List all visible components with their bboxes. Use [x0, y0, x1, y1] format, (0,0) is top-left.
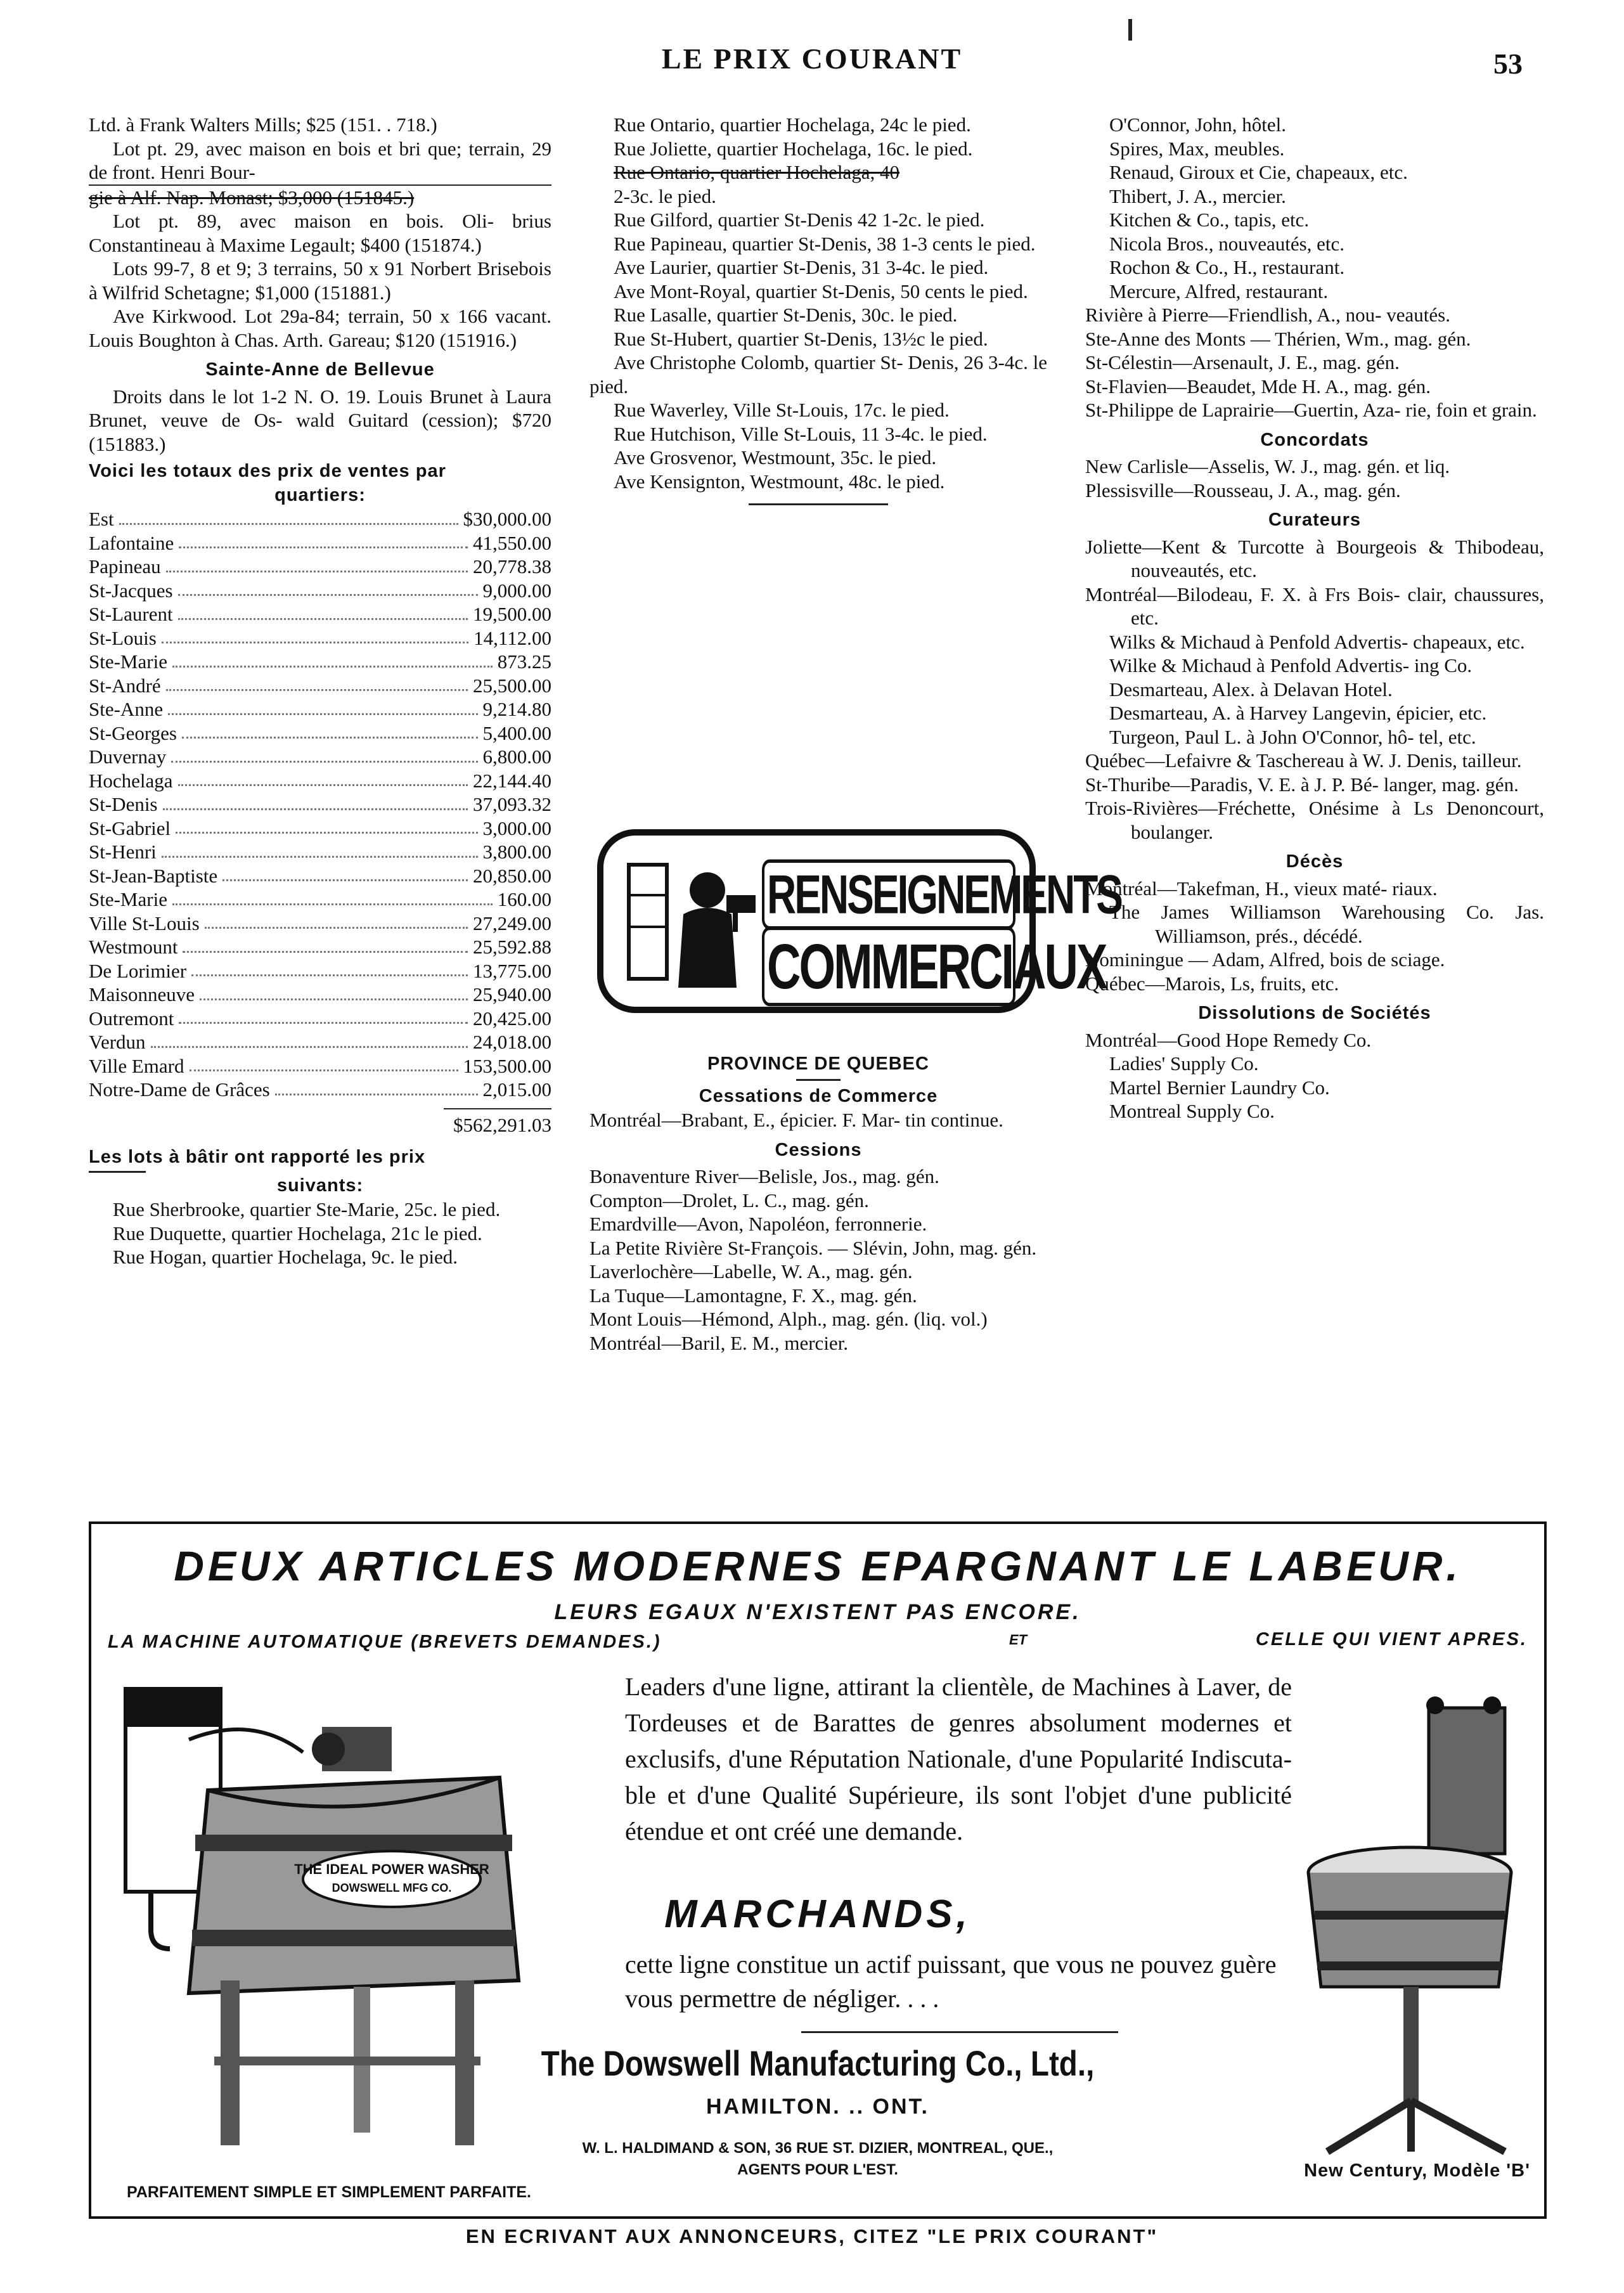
leader-dots [171, 745, 477, 763]
paragraph: Lot pt. 29, avec maison en bois et bri que; terrain, 29 de front. Henri Bour- [89, 137, 551, 183]
renseignements-logo [597, 829, 1121, 1013]
list-item: St-Célestin—Arsenault, J. E., mag. gén. [1085, 351, 1400, 373]
lot-list [590, 113, 1047, 160]
table-row [89, 817, 551, 841]
ad-caption-right: New Century, Modèle 'B' [1304, 2161, 1530, 2181]
leader-dots [168, 697, 477, 715]
table-row [89, 697, 551, 721]
district-name: St-Jean-Baptiste [89, 864, 218, 887]
leader-dots [172, 888, 493, 905]
section-heading: quartiers: [274, 484, 366, 505]
clerk-figure-illustration [625, 857, 764, 990]
district-name: Ste-Marie [89, 650, 167, 673]
leader-dots [179, 531, 468, 549]
list-item: Wilks & Michaud à Penfold Advertis- chapeaux, etc. [1109, 630, 1525, 653]
list-item: Québec—Marois, Ls, fruits, etc. [1085, 972, 1339, 995]
list-item: Laverlochère—Labelle, W. A., mag. gén. [590, 1260, 913, 1282]
leader-dots [166, 555, 468, 572]
page-header-title: LE PRIX COURANT [661, 42, 963, 75]
table-row [89, 1030, 551, 1054]
leader-dots [172, 650, 493, 668]
entry-list [1085, 900, 1544, 948]
leader-dots [200, 983, 468, 1000]
district-name: Ville St-Louis [89, 912, 200, 934]
list-item: Québec—Lefaivre & Taschereau à W. J. Denis, tailleur. [1085, 749, 1522, 772]
section-heading: Curateurs [1268, 510, 1361, 530]
list-item: Ave Laurier, quartier St-Denis, 31 3-4c. le pied. [614, 256, 989, 278]
district-name: St-Henri [89, 841, 157, 863]
print-mark [1128, 19, 1132, 41]
district-name: De Lorimier [89, 959, 187, 982]
table-row [89, 983, 551, 1007]
ad-body-text-2: cette ligne constitue un actif puissant, que vous ne pouvez guère vous permettre de négliger. . . . [625, 1950, 1277, 2013]
logo-word-renseignements: RENSEIGNEMENTS [762, 860, 1015, 930]
list-item: Bonaventure River—Belisle, Jos., mag. gén. [590, 1165, 939, 1187]
list-item: Spires, Max, meubles. [1109, 137, 1285, 160]
ad-headline: DEUX ARTICLES MODERNES EPARGNANT LE LABEUR. [174, 1542, 1462, 1589]
district-amount: 25,592.88 [473, 936, 551, 958]
column-2 [590, 113, 1047, 514]
entry-list [1085, 749, 1544, 844]
leader-dots [178, 602, 468, 620]
section-heading: Décès [1286, 851, 1344, 872]
district-name: Westmount [89, 936, 178, 958]
table-row [89, 792, 551, 817]
district-amount: 153,500.00 [463, 1054, 551, 1077]
entry-list [1085, 630, 1544, 749]
struck-line: Rue Ontario, quartier Hochelaga, 40 [614, 161, 900, 183]
list-item: Ave Christophe Colomb, quartier St- Denis, 26 3-4c. le pied. [590, 351, 1047, 397]
leader-dots [176, 817, 477, 834]
district-amount: 37,093.32 [473, 793, 551, 815]
list-item: Mercure, Alfred, restaurant. [1109, 280, 1329, 302]
paragraph: Lots 99-7, 8 et 9; 3 terrains, 50 x 91 Norbert Brisebois à Wilfrid Schetagne; $1,000 (151881.) [89, 257, 551, 304]
list-item: Nicola Bros., nouveautés, etc. [1109, 232, 1345, 255]
section-heading: Sainte-Anne de Bellevue [205, 359, 435, 380]
list-item: Montréal—Brabant, E., épicier. F. Mar- tin continue. [590, 1109, 1003, 1131]
tub-label-2: DOWSWELL MFG CO. [332, 1882, 452, 1894]
leader-dots [222, 864, 468, 882]
leader-dots [190, 1054, 458, 1072]
page-footer: EN ECRIVANT AUX ANNONCEURS, CITEZ "LE PRIX COURANT" [465, 2225, 1159, 2247]
leader-dots [182, 721, 478, 739]
list-item: Rue Waverley, Ville St-Louis, 17c. le pied. [614, 399, 950, 421]
entry-list [1085, 455, 1544, 502]
paragraph: Droits dans le lot 1-2 N. O. 19. Louis Brunet à Laura Brunet, veuve de Os- wald Guitard (cession); $720 (151883.) [89, 385, 551, 455]
tub-label-1: THE IDEAL POWER WASHER [294, 1861, 489, 1877]
list-item: Compton—Drolet, L. C., mag. gén. [590, 1189, 869, 1211]
entry-list [590, 1165, 1047, 1355]
section-heading: suivants: [276, 1175, 364, 1196]
list-item: Rochon & Co., H., restaurant. [1109, 256, 1345, 278]
table-row [89, 840, 551, 864]
district-amount: 14,112.00 [474, 626, 551, 649]
page-number: 53 [1493, 48, 1523, 80]
ad-agent-line: W. L. HALDIMAND & SON, 36 RUE ST. DIZIER, MONTREAL, QUE., [582, 2140, 1054, 2157]
section-heading: Voici les totaux des prix de ventes par [89, 461, 446, 481]
list-item: Ste-Anne des Monts — Thérien, Wm., mag. gén. [1085, 327, 1471, 350]
list-item: Rue Joliette, quartier Hochelaga, 16c. le pied. [614, 137, 973, 160]
district-amount: 25,940.00 [473, 983, 551, 1005]
leader-dots [179, 1007, 468, 1024]
list-item: Thibert, J. A., mercier. [1109, 184, 1286, 207]
list-item: Renaud, Giroux et Cie, chapeaux, etc. [1109, 161, 1408, 183]
table-row [89, 769, 551, 793]
list-item: Wilke & Michaud à Penfold Advertis- ing Co. [1109, 654, 1473, 676]
district-name: Ville Emard [89, 1054, 184, 1077]
paragraph: Ave Kirkwood. Lot 29a-84; terrain, 50 x 166 vacant. Louis Boughton à Chas. Arth. Gareau; $120 (151916.) [89, 305, 551, 351]
ad-caption-left: PARFAITEMENT SIMPLE ET SIMPLEMENT PARFAITE. [127, 2183, 531, 2201]
list-item: Montréal—Good Hope Remedy Co. [1085, 1028, 1372, 1051]
district-amount: 9,000.00 [482, 579, 551, 602]
list-item: 2-3c. le pied. [614, 184, 716, 207]
district-amount: 27,249.00 [473, 912, 551, 934]
district-name: St-Gabriel [89, 817, 171, 839]
table-row [89, 935, 551, 959]
leader-dots [163, 792, 468, 810]
list-item: Rue Lasalle, quartier St-Denis, 30c. le pied. [614, 304, 958, 326]
table-row [89, 1078, 551, 1102]
list-item: Rue Gilford, quartier St-Denis 42 1-2c. le pied. [614, 209, 985, 231]
list-item: Rue Hutchison, Ville St-Louis, 11 3-4c. le pied. [614, 422, 988, 445]
table-row [89, 507, 551, 531]
table-row [89, 721, 551, 746]
district-name: St-Louis [89, 626, 157, 649]
table-row [89, 912, 551, 936]
ad-left-label: LA MACHINE AUTOMATIQUE (BREVETS DEMANDES.) [108, 1632, 662, 1652]
paragraph: Ltd. à Frank Walters Mills; $25 (151. . 718.) [89, 113, 437, 136]
list-item: Nominingue — Adam, Alfred, bois de sciage. [1085, 948, 1445, 971]
grand-total: $562,291.03 [453, 1113, 551, 1136]
ad-rule [801, 2031, 1118, 2033]
district-name: Papineau [89, 555, 161, 578]
list-item: Kitchen & Co., tapis, etc. [1109, 209, 1310, 231]
column-2-lower [590, 1052, 1047, 1355]
list-item: Mont Louis—Hémond, Alph., mag. gén. (liq. vol.) [590, 1308, 988, 1330]
section-heading: Concordats [1260, 429, 1369, 450]
district-amount: 41,550.00 [473, 531, 551, 554]
district-amount: 5,400.00 [482, 721, 551, 744]
district-name: St-Georges [89, 721, 177, 744]
totals-table [89, 507, 551, 1102]
entry-list [1085, 948, 1544, 995]
list-item: Rue St-Hubert, quartier St-Denis, 13½c le pied. [614, 327, 988, 350]
table-row [89, 888, 551, 912]
entry-list [590, 1108, 1047, 1132]
ad-subheadline: LEURS EGAUX N'EXISTENT PAS ENCORE. [554, 1600, 1081, 1624]
district-name: Duvernay [89, 746, 167, 768]
ad-merchants: MARCHANDS, [664, 1892, 971, 1936]
district-amount: 22,144.40 [473, 769, 551, 792]
section-heading: Cessations de Commerce [699, 1085, 938, 1106]
table-row [89, 745, 551, 769]
leader-dots [183, 935, 468, 953]
district-name: Ste-Anne [89, 698, 164, 720]
struck-line: gie à Alf. Nap. Monast; $3,000 (151845.) [89, 184, 551, 210]
leader-dots [178, 579, 478, 597]
district-amount: 873.25 [497, 650, 551, 673]
section-heading: Dissolutions de Sociétés [1198, 1003, 1431, 1023]
list-item: Montréal—Bilodeau, F. X. à Frs Bois- clair, chaussures, etc. [1085, 583, 1544, 629]
entry-list [1085, 1028, 1544, 1052]
district-amount: 24,018.00 [473, 1031, 551, 1053]
entry-list [1085, 303, 1544, 422]
district-amount: 9,214.80 [482, 698, 551, 720]
district-amount: 19,500.00 [473, 603, 551, 625]
list-item: The James Williamson Warehousing Co. Jas. Williamson, prés., décédé. [1109, 901, 1544, 947]
leader-dots [162, 840, 478, 858]
district-name: St-André [89, 674, 161, 697]
list-item: Joliette—Kent & Turcotte à Bourgeois & Thibodeau, nouveautés, etc. [1085, 535, 1544, 581]
table-row [89, 531, 551, 555]
paragraph: Lot pt. 89, avec maison en bois. Oli- brius Constantineau à Maxime Legault; $400 (151874.) [89, 210, 551, 256]
paragraph: Rue Sherbrooke, quartier Ste-Marie, 25c. le pied. [113, 1198, 501, 1220]
district-amount: 3,800.00 [482, 841, 551, 863]
district-amount: $30,000.00 [463, 508, 551, 530]
leader-dots [275, 1078, 478, 1095]
table-row [89, 626, 551, 650]
lot-list [590, 184, 1047, 494]
ad-agent-line: AGENTS POUR L'EST. [737, 2161, 898, 2178]
list-item: O'Connor, John, hôtel. [1109, 113, 1287, 136]
table-row [89, 959, 551, 983]
leader-dots [151, 1030, 468, 1048]
table-row [89, 1007, 551, 1031]
list-item: Desmarteau, Alex. à Delavan Hotel. [1109, 678, 1393, 701]
logo-word-commerciaux: COMMERCIAUX [762, 927, 1015, 1007]
list-item: Montreal Supply Co. [1109, 1100, 1275, 1122]
leader-dots [191, 959, 468, 977]
leader-dots [205, 912, 468, 929]
entry-list [1085, 113, 1544, 303]
list-item: New Carlisle—Asselis, W. J., mag. gén. et liq. [1085, 455, 1450, 477]
ad-right-label: CELLE QUI VIENT APRES. [1255, 1629, 1528, 1650]
district-name: Outremont [89, 1007, 174, 1030]
section-heading: Cessions [775, 1139, 862, 1160]
list-item: Rue Papineau, quartier St-Denis, 38 1-3 cents le pied. [614, 232, 1036, 255]
dowswell-advertisement [89, 1521, 1547, 2219]
district-name: Maisonneuve [89, 983, 195, 1005]
district-amount: 20,850.00 [473, 864, 551, 887]
table-row [89, 579, 551, 603]
paragraph: Rue Hogan, quartier Hochelaga, 9c. le pied. [113, 1246, 458, 1268]
list-item: St-Flavien—Beaudet, Mde H. A., mag. gén. [1085, 375, 1431, 397]
list-item: Martel Bernier Laundry Co. [1109, 1076, 1330, 1099]
district-name: Hochelaga [89, 769, 173, 792]
district-amount: 25,500.00 [473, 674, 551, 697]
table-row [89, 674, 551, 698]
ad-company-name: The Dowswell Manufacturing Co., Ltd., [541, 2043, 1095, 2083]
column-1 [89, 113, 551, 1269]
list-item: Plessisville—Rousseau, J. A., mag. gén. [1085, 479, 1401, 501]
ad-body-text: Leaders d'une ligne, attirant la clientèle, de Machines à Laver, de Tordeuses et de Barattes de genres absolument modernes et exclusifs, d'une Réputation Nationale, d'une Popularité Indiscuta- ble et d'une Qualité Supérieure, ils sont l'objet d'une publicité étendue et ont créé une demande. [625, 1672, 1292, 1845]
district-name: St-Denis [89, 793, 158, 815]
table-row [89, 1054, 551, 1078]
section-heading: PROVINCE DE QUEBEC [707, 1054, 929, 1074]
district-amount: 13,775.00 [473, 959, 551, 982]
entry-list [1085, 535, 1544, 630]
list-item: Montréal—Baril, E. M., mercier. [590, 1331, 849, 1354]
list-item: Rue Ontario, quartier Hochelaga, 24c le pied. [614, 113, 971, 136]
district-name: Est [89, 508, 114, 530]
list-item: Trois-Rivières—Fréchette, Onésime à Ls Denoncourt, boulanger. [1085, 797, 1544, 843]
district-name: Lafontaine [89, 531, 174, 554]
short-rule [796, 1079, 841, 1081]
ad-et: ET [1009, 1632, 1028, 1648]
list-item: La Petite Rivière St-François. — Slévin, John, mag. gén. [590, 1236, 1037, 1259]
table-row [89, 864, 551, 888]
list-item: La Tuque—Lamontagne, F. X., mag. gén. [590, 1284, 917, 1307]
district-amount: 160.00 [497, 888, 551, 910]
table-row [89, 602, 551, 626]
entry-list [1085, 877, 1544, 901]
leader-dots [162, 626, 468, 644]
entry-list [1085, 1052, 1544, 1123]
district-name: Ste-Marie [89, 888, 167, 910]
district-name: Notre-Dame de Grâces [89, 1078, 270, 1101]
district-name: Verdun [89, 1031, 146, 1053]
leader-dots [166, 674, 468, 692]
list-item: Ave Mont-Royal, quartier St-Denis, 50 cents le pied. [614, 280, 1028, 302]
district-name: St-Laurent [89, 603, 173, 625]
list-item: Rivière à Pierre—Friendlish, A., nou- veautés. [1085, 304, 1450, 326]
list-item: Emardville—Avon, Napoléon, ferronnerie. [590, 1213, 927, 1235]
district-name: St-Jacques [89, 579, 173, 602]
district-amount: 2,015.00 [482, 1078, 551, 1101]
divider-rule [749, 503, 888, 505]
paragraph: Rue Duquette, quartier Hochelaga, 21c le pied. [113, 1222, 482, 1244]
district-amount: 3,000.00 [482, 817, 551, 839]
leader-dots [178, 769, 468, 787]
leader-dots [119, 507, 458, 525]
list-item: Ave Kensignton, Westmount, 48c. le pied. [614, 470, 945, 493]
list-item: Ave Grosvenor, Westmount, 35c. le pied. [614, 446, 937, 468]
column-3 [1085, 113, 1544, 1123]
list-item: Desmarteau, A. à Harvey Langevin, épicier, etc. [1109, 702, 1487, 724]
list-item: Montréal—Takefman, H., vieux maté- riaux. [1085, 877, 1438, 900]
ad-city: HAMILTON. .. ONT. [706, 2095, 929, 2119]
list-item: St-Thuribe—Paradis, V. E. à J. P. Bé- langer, mag. gén. [1085, 773, 1519, 796]
district-amount: 20,778.38 [473, 555, 551, 578]
section-heading: Les lots à bâtir ont rapporté les prix [89, 1147, 426, 1167]
district-amount: 20,425.00 [473, 1007, 551, 1030]
list-item: Ladies' Supply Co. [1109, 1052, 1259, 1075]
list-item: St-Philippe de Laprairie—Guertin, Aza- rie, foin et grain. [1085, 399, 1537, 421]
short-rule [89, 1171, 146, 1173]
table-row [89, 650, 551, 674]
district-amount: 6,800.00 [482, 746, 551, 768]
table-row [89, 555, 551, 579]
sum-rule [444, 1108, 551, 1109]
list-item: Turgeon, Paul L. à John O'Connor, hô- tel, etc. [1109, 725, 1476, 748]
